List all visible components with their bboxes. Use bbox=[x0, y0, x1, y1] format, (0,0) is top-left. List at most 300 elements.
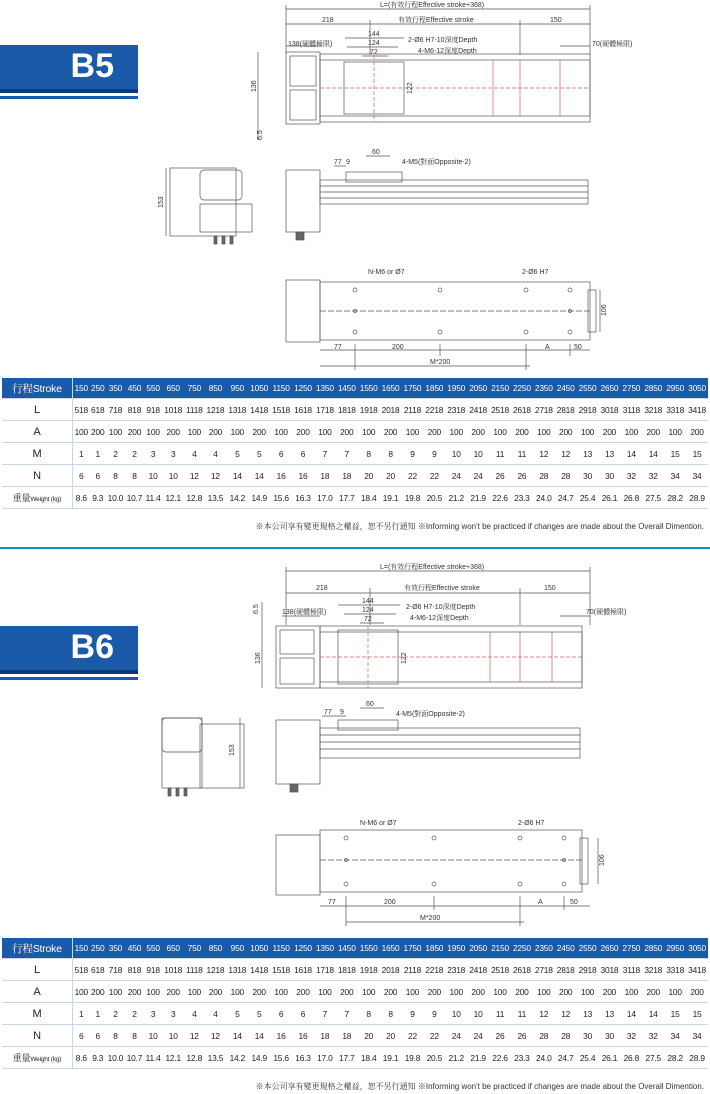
cell-n: 32 bbox=[620, 465, 642, 487]
cell-m: 8 bbox=[380, 1003, 402, 1025]
dim-9: 9 bbox=[346, 159, 350, 166]
cell-n: 24 bbox=[445, 1025, 467, 1047]
cell-a: 100 bbox=[226, 981, 248, 1003]
cell-stroke: 2550 bbox=[577, 938, 599, 959]
cell-m: 3 bbox=[144, 1003, 162, 1025]
dim-106: 106 bbox=[601, 304, 608, 316]
cell-w: 9.3 bbox=[90, 1047, 106, 1069]
cell-n: 30 bbox=[577, 1025, 599, 1047]
weight-label-zh: 重量 bbox=[12, 493, 31, 503]
n-label: N bbox=[2, 1025, 73, 1047]
cell-a: 200 bbox=[599, 981, 621, 1003]
dim-50: 50 bbox=[570, 899, 578, 906]
cell-m: 3 bbox=[162, 1003, 184, 1025]
cell-w: 27.5 bbox=[642, 487, 664, 509]
cell-l: 1118 bbox=[184, 959, 204, 981]
a-row bbox=[2, 421, 708, 443]
cell-l: 3418 bbox=[686, 959, 708, 981]
cell-stroke: 1750 bbox=[402, 938, 424, 959]
cell-stroke: 2150 bbox=[489, 378, 511, 399]
cell-m: 1 bbox=[73, 1003, 90, 1025]
cell-stroke: 1350 bbox=[314, 938, 336, 959]
cell-stroke: 750 bbox=[184, 378, 204, 399]
cell-stroke: 550 bbox=[144, 378, 162, 399]
n-row bbox=[2, 1025, 708, 1047]
cell-l: 2218 bbox=[423, 959, 445, 981]
cell-n: 22 bbox=[402, 465, 424, 487]
cell-m: 12 bbox=[533, 443, 555, 465]
dim-124: 124 bbox=[362, 607, 374, 614]
dim-144: 144 bbox=[368, 31, 380, 38]
cell-m: 14 bbox=[620, 1003, 642, 1025]
cell-l: 1018 bbox=[162, 399, 184, 421]
cell-n: 20 bbox=[380, 465, 402, 487]
cell-a: 200 bbox=[204, 981, 226, 1003]
hole-spec-2: 2-Ø6 H7-10深度Depth bbox=[406, 604, 476, 611]
dim-77-bottom: 77 bbox=[328, 899, 336, 906]
cell-a: 200 bbox=[642, 421, 664, 443]
section-divider bbox=[0, 547, 710, 549]
cell-stroke: 2350 bbox=[533, 378, 555, 399]
cell-l: 3118 bbox=[620, 959, 642, 981]
cell-a: 100 bbox=[445, 981, 467, 1003]
dim-77: 77 bbox=[334, 159, 342, 166]
dim-total-length: L=(有效行程Effective stroke+368) bbox=[380, 564, 485, 571]
cell-m: 15 bbox=[686, 1003, 708, 1025]
cell-a: 100 bbox=[106, 981, 125, 1003]
l-row bbox=[2, 959, 708, 981]
cell-l: 1918 bbox=[358, 959, 380, 981]
cell-w: 19.1 bbox=[380, 487, 402, 509]
cell-w: 18.4 bbox=[358, 487, 380, 509]
cell-w: 8.6 bbox=[73, 487, 90, 509]
cell-l: 2718 bbox=[533, 959, 555, 981]
cell-w: 24.7 bbox=[555, 487, 577, 509]
cell-m: 3 bbox=[162, 443, 184, 465]
cell-n: 16 bbox=[270, 465, 292, 487]
cell-w: 13.5 bbox=[204, 487, 226, 509]
cell-w: 26.8 bbox=[620, 1047, 642, 1069]
cell-n: 20 bbox=[358, 465, 380, 487]
dim-150: 150 bbox=[550, 17, 562, 24]
cell-n: 22 bbox=[423, 1025, 445, 1047]
cell-w: 26.8 bbox=[620, 487, 642, 509]
cell-l: 2318 bbox=[445, 399, 467, 421]
cell-l: 2818 bbox=[555, 399, 577, 421]
cell-m: 8 bbox=[358, 443, 380, 465]
cell-a: 200 bbox=[423, 421, 445, 443]
stroke-row bbox=[2, 378, 708, 399]
stroke-label: 行程Stroke bbox=[2, 938, 73, 959]
cell-m: 4 bbox=[184, 443, 204, 465]
cell-m: 14 bbox=[642, 443, 664, 465]
cell-l: 2918 bbox=[577, 959, 599, 981]
cell-stroke: 1550 bbox=[358, 938, 380, 959]
cell-n: 10 bbox=[162, 465, 184, 487]
disclaimer-note: ※本公司享有變更規格之權益，恕不另行通知 ※Informing won't be practiced if changes are made about the Overall Dimention. bbox=[255, 522, 704, 531]
cell-w: 10.0 bbox=[106, 1047, 125, 1069]
cell-l: 518 bbox=[73, 399, 90, 421]
cell-l: 918 bbox=[144, 399, 162, 421]
cell-w: 11.4 bbox=[144, 487, 162, 509]
cell-w: 10.7 bbox=[125, 487, 144, 509]
hole-spec-4: 4-M6-12深度Depth bbox=[410, 615, 469, 622]
cell-stroke: 1050 bbox=[248, 938, 270, 959]
cell-a: 200 bbox=[125, 981, 144, 1003]
cell-a: 100 bbox=[620, 421, 642, 443]
cell-m: 7 bbox=[336, 1003, 358, 1025]
cell-n: 10 bbox=[162, 1025, 184, 1047]
cell-a: 200 bbox=[511, 421, 533, 443]
cell-w: 8.6 bbox=[73, 1047, 90, 1069]
cell-w: 28.2 bbox=[664, 1047, 686, 1069]
cell-a: 200 bbox=[423, 981, 445, 1003]
cell-m: 9 bbox=[423, 1003, 445, 1025]
m-label: M bbox=[2, 1003, 73, 1025]
dim-106: 106 bbox=[599, 854, 606, 866]
cell-w: 10.7 bbox=[125, 1047, 144, 1069]
cell-a: 100 bbox=[358, 981, 380, 1003]
cell-a: 100 bbox=[664, 421, 686, 443]
cell-stroke: 1650 bbox=[380, 938, 402, 959]
cell-l: 1518 bbox=[270, 399, 292, 421]
cell-n: 24 bbox=[445, 465, 467, 487]
cell-n: 32 bbox=[642, 465, 664, 487]
cell-w: 12.8 bbox=[184, 1047, 204, 1069]
cell-a: 100 bbox=[314, 981, 336, 1003]
dim-218: 218 bbox=[316, 585, 328, 592]
cell-stroke: 3050 bbox=[686, 938, 708, 959]
weight-label-zh: 重量 bbox=[12, 1053, 31, 1063]
cell-n: 10 bbox=[144, 465, 162, 487]
cell-stroke: 450 bbox=[125, 938, 144, 959]
cell-m: 2 bbox=[106, 1003, 125, 1025]
dim-a: A bbox=[545, 344, 550, 351]
cell-m: 13 bbox=[577, 1003, 599, 1025]
cell-l: 3018 bbox=[599, 959, 621, 981]
cell-stroke: 2950 bbox=[664, 378, 686, 399]
cell-a: 100 bbox=[270, 981, 292, 1003]
cell-w: 21.9 bbox=[467, 487, 489, 509]
cell-l: 2418 bbox=[467, 399, 489, 421]
dim-9: 9 bbox=[340, 709, 344, 716]
cell-w: 16.3 bbox=[292, 1047, 314, 1069]
cell-n: 14 bbox=[226, 465, 248, 487]
cell-l: 1618 bbox=[292, 399, 314, 421]
cell-stroke: 1150 bbox=[270, 378, 292, 399]
cell-a: 100 bbox=[533, 421, 555, 443]
cell-n: 16 bbox=[292, 1025, 314, 1047]
cell-l: 2918 bbox=[577, 399, 599, 421]
cell-w: 25.4 bbox=[577, 487, 599, 509]
cell-a: 200 bbox=[204, 421, 226, 443]
l-row bbox=[2, 399, 708, 421]
cell-l: 1318 bbox=[226, 399, 248, 421]
dim-6-5: 6.5 bbox=[257, 130, 264, 140]
cell-stroke: 550 bbox=[144, 938, 162, 959]
cell-stroke: 1050 bbox=[248, 378, 270, 399]
cell-n: 18 bbox=[314, 1025, 336, 1047]
cell-l: 2118 bbox=[402, 959, 424, 981]
cell-a: 100 bbox=[533, 981, 555, 1003]
cell-stroke: 150 bbox=[73, 378, 90, 399]
nm6-spec: N-M6 or Ø7 bbox=[360, 820, 397, 827]
cell-a: 200 bbox=[292, 421, 314, 443]
cell-m: 2 bbox=[125, 1003, 144, 1025]
dim-136: 136 bbox=[251, 80, 258, 92]
cell-n: 6 bbox=[73, 1025, 90, 1047]
dim-77-bottom: 77 bbox=[334, 344, 342, 351]
n-row bbox=[2, 465, 708, 487]
dim-a: A bbox=[538, 899, 543, 906]
cell-m: 10 bbox=[445, 443, 467, 465]
cell-n: 34 bbox=[664, 465, 686, 487]
n-label: N bbox=[2, 465, 73, 487]
cell-n: 34 bbox=[664, 1025, 686, 1047]
cell-stroke: 1550 bbox=[358, 378, 380, 399]
cell-w: 10.0 bbox=[106, 487, 125, 509]
cell-a: 100 bbox=[402, 981, 424, 1003]
cell-n: 28 bbox=[533, 1025, 555, 1047]
cell-stroke: 150 bbox=[73, 938, 90, 959]
cell-n: 20 bbox=[380, 1025, 402, 1047]
cell-m: 7 bbox=[314, 443, 336, 465]
cell-a: 100 bbox=[489, 981, 511, 1003]
cell-stroke: 2450 bbox=[555, 378, 577, 399]
cell-stroke: 750 bbox=[184, 938, 204, 959]
dim-60: 60 bbox=[366, 701, 374, 708]
cell-l: 818 bbox=[125, 959, 144, 981]
cell-m: 13 bbox=[577, 443, 599, 465]
hole-spec-4: 4-M6-12深度Depth bbox=[418, 48, 477, 55]
h7-spec: 2-Ø6 H7 bbox=[518, 820, 545, 827]
cell-a: 200 bbox=[467, 421, 489, 443]
cell-stroke: 850 bbox=[204, 378, 226, 399]
cell-l: 1018 bbox=[162, 959, 184, 981]
cell-w: 15.6 bbox=[270, 487, 292, 509]
dim-122: 122 bbox=[407, 82, 414, 94]
cell-stroke: 850 bbox=[204, 938, 226, 959]
cell-stroke: 2150 bbox=[489, 938, 511, 959]
cell-m: 9 bbox=[402, 443, 424, 465]
cell-stroke: 1450 bbox=[336, 938, 358, 959]
cell-w: 24.0 bbox=[533, 1047, 555, 1069]
cell-a: 200 bbox=[555, 421, 577, 443]
cell-n: 24 bbox=[467, 465, 489, 487]
cell-l: 2618 bbox=[511, 959, 533, 981]
cell-w: 18.4 bbox=[358, 1047, 380, 1069]
cell-l: 1218 bbox=[204, 399, 226, 421]
cell-w: 14.9 bbox=[248, 1047, 270, 1069]
dim-124: 124 bbox=[368, 40, 380, 47]
cell-w: 22.6 bbox=[489, 1047, 511, 1069]
cell-n: 6 bbox=[90, 465, 106, 487]
cell-w: 12.1 bbox=[162, 1047, 184, 1069]
cell-n: 16 bbox=[270, 1025, 292, 1047]
cell-n: 22 bbox=[423, 465, 445, 487]
weight-label-unit: Weight (kg) bbox=[30, 1056, 62, 1063]
cell-w: 14.9 bbox=[248, 487, 270, 509]
cell-l: 718 bbox=[106, 959, 125, 981]
cell-m: 7 bbox=[314, 1003, 336, 1025]
cell-m: 12 bbox=[555, 443, 577, 465]
cell-stroke: 2650 bbox=[599, 378, 621, 399]
cell-l: 618 bbox=[90, 399, 106, 421]
weight-row bbox=[2, 1047, 708, 1069]
cell-n: 26 bbox=[489, 1025, 511, 1047]
cell-a: 100 bbox=[664, 981, 686, 1003]
cell-stroke: 450 bbox=[125, 378, 144, 399]
cell-l: 1218 bbox=[204, 959, 226, 981]
cell-stroke: 2950 bbox=[664, 938, 686, 959]
cell-m: 8 bbox=[380, 443, 402, 465]
cell-n: 22 bbox=[402, 1025, 424, 1047]
cell-w: 13.5 bbox=[204, 1047, 226, 1069]
cell-n: 8 bbox=[125, 1025, 144, 1047]
dim-72: 72 bbox=[364, 616, 372, 623]
limit-70: 70(硬體極限) bbox=[592, 41, 633, 48]
cell-n: 34 bbox=[686, 1025, 708, 1047]
cell-m: 15 bbox=[686, 443, 708, 465]
m-label: M bbox=[2, 443, 73, 465]
cell-stroke: 650 bbox=[162, 938, 184, 959]
cell-w: 25.4 bbox=[577, 1047, 599, 1069]
cell-stroke: 650 bbox=[162, 378, 184, 399]
cell-l: 3218 bbox=[642, 959, 664, 981]
cell-n: 12 bbox=[184, 465, 204, 487]
cell-l: 818 bbox=[125, 399, 144, 421]
cell-w: 28.9 bbox=[686, 487, 708, 509]
cell-a: 100 bbox=[73, 421, 90, 443]
nm6-spec: N-M6 or Ø7 bbox=[368, 269, 405, 276]
cell-n: 20 bbox=[358, 1025, 380, 1047]
cell-w: 28.2 bbox=[664, 487, 686, 509]
cell-w: 14.2 bbox=[226, 1047, 248, 1069]
cell-n: 10 bbox=[144, 1025, 162, 1047]
cell-a: 200 bbox=[90, 421, 106, 443]
cell-m: 11 bbox=[489, 443, 511, 465]
cell-a: 100 bbox=[577, 981, 599, 1003]
cell-m: 10 bbox=[467, 443, 489, 465]
h7-spec: 2-Ø6 H7 bbox=[522, 269, 549, 276]
cell-w: 16.3 bbox=[292, 487, 314, 509]
cell-a: 100 bbox=[402, 421, 424, 443]
cell-w: 24.7 bbox=[555, 1047, 577, 1069]
cell-l: 2718 bbox=[533, 399, 555, 421]
cell-a: 100 bbox=[144, 981, 162, 1003]
cell-n: 28 bbox=[555, 465, 577, 487]
cell-m: 11 bbox=[511, 443, 533, 465]
cell-l: 2618 bbox=[511, 399, 533, 421]
cell-stroke: 2050 bbox=[467, 938, 489, 959]
cell-l: 718 bbox=[106, 399, 125, 421]
cell-w: 17.7 bbox=[336, 487, 358, 509]
cell-stroke: 1650 bbox=[380, 378, 402, 399]
m5-spec: 4-M5(對面Opposite-2) bbox=[402, 159, 471, 166]
cell-m: 2 bbox=[106, 443, 125, 465]
cell-stroke: 3050 bbox=[686, 378, 708, 399]
cell-n: 18 bbox=[336, 1025, 358, 1047]
cell-l: 1718 bbox=[314, 399, 336, 421]
cell-n: 32 bbox=[620, 1025, 642, 1047]
cell-stroke: 2350 bbox=[533, 938, 555, 959]
cell-stroke: 2850 bbox=[642, 938, 664, 959]
cell-a: 200 bbox=[511, 981, 533, 1003]
cell-stroke: 2250 bbox=[511, 378, 533, 399]
cell-stroke: 2750 bbox=[620, 938, 642, 959]
cell-m: 15 bbox=[664, 1003, 686, 1025]
cell-a: 200 bbox=[336, 981, 358, 1003]
disclaimer-note: ※本公司享有變更規格之權益，恕不另行通知 ※Informing won't be practiced if changes are made about the Overall Dimention. bbox=[255, 1082, 704, 1091]
cell-n: 24 bbox=[467, 1025, 489, 1047]
cell-stroke: 1950 bbox=[445, 378, 467, 399]
cell-m: 6 bbox=[292, 443, 314, 465]
cell-w: 21.9 bbox=[467, 1047, 489, 1069]
cell-stroke: 2250 bbox=[511, 938, 533, 959]
cell-a: 100 bbox=[270, 421, 292, 443]
cell-a: 100 bbox=[577, 421, 599, 443]
weight-label bbox=[2, 487, 73, 509]
cell-stroke: 1250 bbox=[292, 378, 314, 399]
cell-w: 19.8 bbox=[402, 487, 424, 509]
cell-w: 27.5 bbox=[642, 1047, 664, 1069]
dim-200: 200 bbox=[392, 344, 404, 351]
cell-n: 12 bbox=[204, 465, 226, 487]
cell-m: 6 bbox=[270, 1003, 292, 1025]
a-label: A bbox=[2, 981, 73, 1003]
cell-m: 10 bbox=[445, 1003, 467, 1025]
cell-stroke: 2850 bbox=[642, 378, 664, 399]
cell-n: 14 bbox=[226, 1025, 248, 1047]
cell-a: 200 bbox=[125, 421, 144, 443]
dim-60: 60 bbox=[372, 149, 380, 156]
cell-m: 14 bbox=[642, 1003, 664, 1025]
cell-stroke: 1350 bbox=[314, 378, 336, 399]
cell-stroke: 1250 bbox=[292, 938, 314, 959]
cell-a: 100 bbox=[226, 421, 248, 443]
stroke-label: 行程Stroke bbox=[2, 378, 73, 399]
cell-w: 24.0 bbox=[533, 487, 555, 509]
cell-l: 3018 bbox=[599, 399, 621, 421]
spec-table bbox=[2, 378, 708, 509]
cell-m: 12 bbox=[555, 1003, 577, 1025]
cell-m: 4 bbox=[184, 1003, 204, 1025]
cell-l: 1818 bbox=[336, 959, 358, 981]
cell-l: 2518 bbox=[489, 399, 511, 421]
cell-stroke: 1750 bbox=[402, 378, 424, 399]
cell-n: 26 bbox=[511, 465, 533, 487]
cell-stroke: 950 bbox=[226, 378, 248, 399]
limit-70: 70(硬體極限) bbox=[586, 609, 627, 616]
cell-a: 200 bbox=[292, 981, 314, 1003]
cell-n: 14 bbox=[248, 1025, 270, 1047]
cell-l: 3318 bbox=[664, 959, 686, 981]
cell-a: 200 bbox=[467, 981, 489, 1003]
limit-138: 138(硬體極限) bbox=[282, 609, 327, 616]
dim-6-5: 6.5 bbox=[253, 604, 260, 614]
cell-l: 2218 bbox=[423, 399, 445, 421]
cell-n: 16 bbox=[292, 465, 314, 487]
cell-stroke: 250 bbox=[90, 938, 106, 959]
cell-stroke: 1150 bbox=[270, 938, 292, 959]
cell-l: 2518 bbox=[489, 959, 511, 981]
cell-a: 200 bbox=[380, 421, 402, 443]
cell-a: 100 bbox=[620, 981, 642, 1003]
cell-stroke: 250 bbox=[90, 378, 106, 399]
cell-l: 1418 bbox=[248, 399, 270, 421]
cell-n: 30 bbox=[599, 1025, 621, 1047]
cell-w: 14.2 bbox=[226, 487, 248, 509]
